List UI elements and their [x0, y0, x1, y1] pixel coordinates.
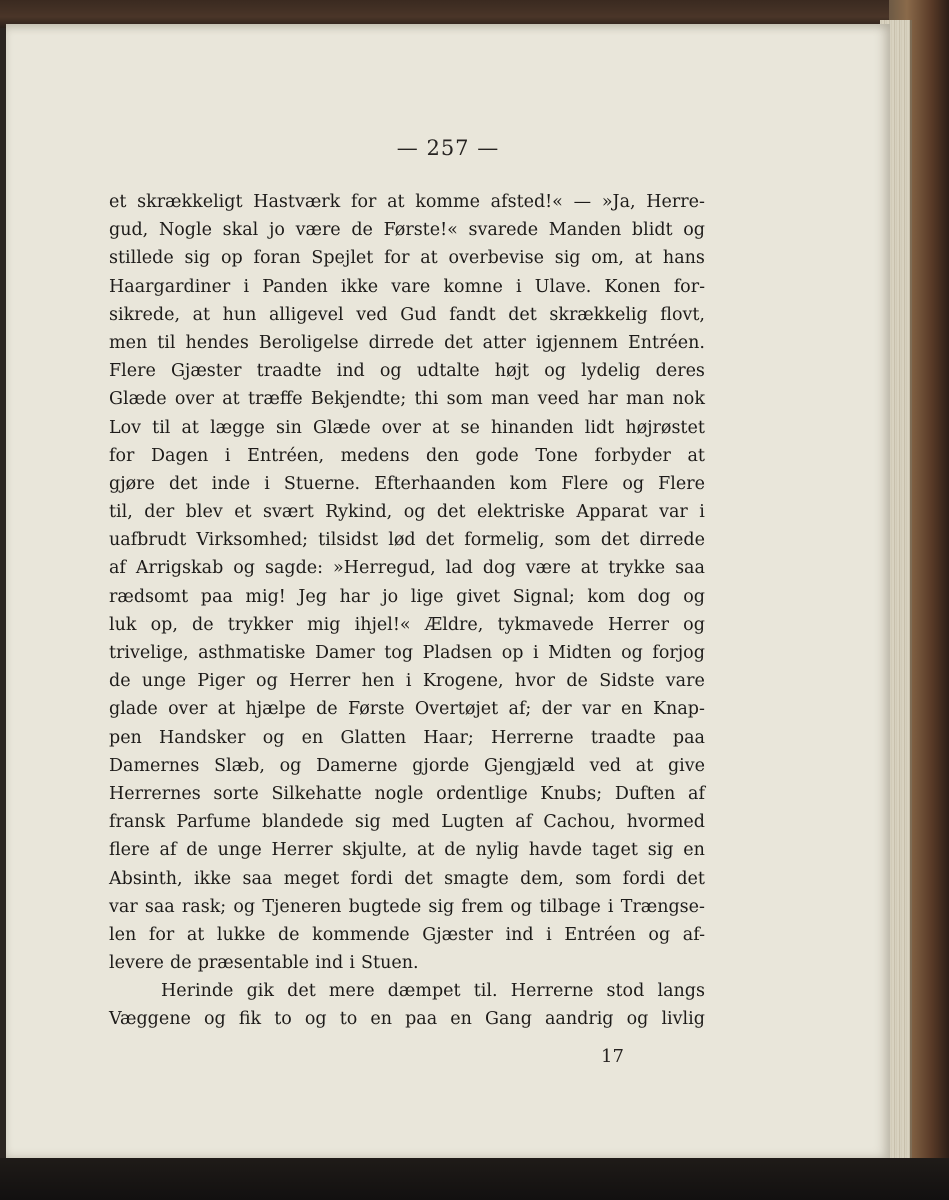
text-line: for Dagen i Entréen, medens den gode Tone forbyder at — [109, 445, 705, 466]
text-line: levere de præsentable ind i Stuen. — [109, 953, 419, 974]
text-line: Glæde over at træffe Bekjendte; thi som man veed har man nok — [109, 389, 705, 410]
text-line: Haargardiner i Panden ikke vare komne i Ulave. Konen for- — [109, 276, 705, 297]
text-line: Herrernes sorte Silkehatte nogle ordentlige Knubs; Duften af — [109, 783, 705, 804]
text-line: fransk Parfume blandede sig med Lugten af Cachou, hvormed — [109, 812, 705, 833]
signature-mark: 17 — [601, 1046, 624, 1067]
text-line: Flere Gjæster traadte ind og udtalte højt og lydelig deres — [109, 361, 705, 382]
text-line: Herinde gik det mere dæmpet til. Herrerne stod langs — [161, 981, 705, 1002]
text-line: glade over at hjælpe de Første Overtøjet af; der var en Knap- — [109, 699, 705, 720]
text-line: len for at lukke de kommende Gjæster ind i Entréen og af- — [109, 924, 705, 945]
text-line: flere af de unge Herrer skjulte, at de nylig havde taget sig en — [109, 840, 705, 861]
scan-bottom-edge — [0, 1158, 949, 1200]
text-line: pen Handsker og en Glatten Haar; Herrerne traadte paa — [109, 727, 705, 748]
text-line: Absinth, ikke saa meget fordi det smagte dem, som fordi det — [109, 868, 705, 889]
text-line: til, der blev et svært Rykind, og det elektriske Apparat var i — [109, 502, 705, 523]
text-line: uafbrudt Virksomhed; tilsidst lød det formelig, som det dirrede — [109, 530, 705, 551]
text-line: gud, Nogle skal jo være de Første!« svarede Manden blidt og — [109, 220, 705, 241]
text-line: Lov til at lægge sin Glæde over at se hinanden lidt højrøstet — [109, 417, 705, 438]
text-line: af Arrigskab og sagde: »Herregud, lad dog være at trykke saa — [109, 558, 705, 579]
text-line: gjøre det inde i Stuerne. Efterhaanden kom Flere og Flere — [109, 473, 705, 494]
page-number-header: — 257 — — [396, 136, 500, 160]
book-page — [6, 24, 890, 1158]
text-line: luk op, de trykker mig ihjel!« Ældre, tykmavede Herrer og — [109, 614, 705, 635]
body-text — [109, 188, 705, 1034]
text-line: stillede sig op foran Spejlet for at overbevise sig om, at hans — [109, 248, 705, 269]
text-line: Væggene og fik to og to en paa en Gang aandrig og livlig — [109, 1009, 705, 1030]
text-line: et skrækkeligt Hastværk for at komme afsted!« — »Ja, Herre- — [109, 192, 705, 212]
text-line: rædsomt paa mig! Jeg har jo lige givet Signal; kom dog og — [109, 586, 705, 607]
text-line: sikrede, at hun alligevel ved Gud fandt det skrækkelig flovt, — [109, 304, 705, 325]
text-line: de unge Piger og Herrer hen i Krogene, hvor de Sidste vare — [109, 671, 705, 692]
text-line: Damernes Slæb, og Damerne gjorde Gjengjæld ved at give — [109, 755, 705, 776]
text-line: var saa rask; og Tjeneren bugtede sig frem og tilbage i Trængse- — [109, 896, 705, 917]
text-line: trivelige, asthmatiske Damer tog Pladsen op i Midten og forjog — [109, 643, 705, 663]
text-line: men til hendes Beroligelse dirrede det atter igjennem Entréen. — [109, 332, 705, 353]
